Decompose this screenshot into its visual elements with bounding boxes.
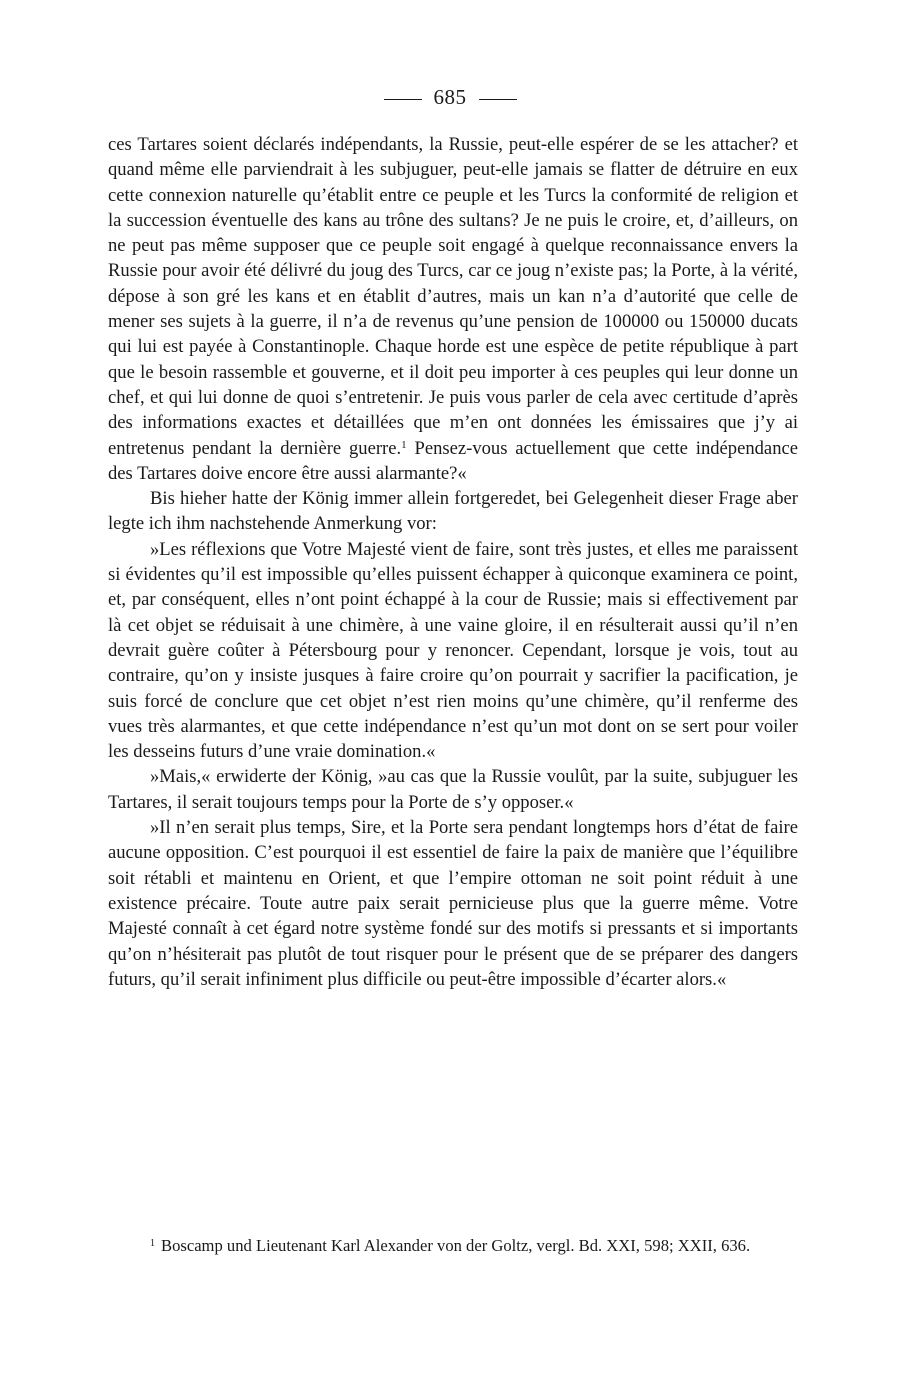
footnote [108,1234,798,1257]
footnote-text: Boscamp und Lieutenant Karl Alexander von der Goltz, vergl. Bd. XXI, 598; XXII, 636. [161,1236,751,1255]
paragraph: »Mais,« erwiderte der König, »au cas que la Russie voulût, par la suite, subjuguer les Tartares, il serait toujours temps pour la Porte de s’y opposer.« [108,766,798,813]
body-text [108,132,798,992]
paragraph: Bis hieher hatte der König immer allein fortgeredet, bei Gelegenheit dieser Frage aber legte ich ihm nachstehende Anmerkung vor: [108,488,798,535]
footnote-reference: 1 [401,438,407,451]
paragraph-text: ces Tartares soient déclarés indépendants, la Russie, peut-elle espérer de se les attacher? et quand même elle parviendrait à les subjuguer, peut-elle jamais se flatter de détruire en eux cette connexion naturelle qu’établit entre ce peuple et les Turcs la conformité de religion et la succession éventuelle des kans au trône des sultans? Je ne puis le croire, et, d’ailleurs, on ne peut pas même supposer que ce peuple soit engagé à quelque reconnaissance envers la Russie pour avoir été délivré du joug des Turcs, car ce joug n’existe pas; la Porte, à la vérité, dépose à son gré les kans et en établit d’autres, mais un kan n’a d’autorité que celle de mener ses sujets à la guerre, il n’a de revenus qu’une pension de 100000 ou 150000 ducats qui lui est payée à Constantinople. Chaque horde est une espèce de petite république à part que le besoin rassemble et gouverne, et il doit peu importer à ces peuples qui leur donne un chef, et qui lui donne de quoi s’entretenir. Je puis vous parler de cela avec certitude d’après des informations exactes et détaillées que m’en ont données les émissaires que j’y ai entretenus pendant la dernière guerre. [108,134,798,459]
paragraph-text-continued: Pensez-vous actuellement que cette indépendance des Tartares doive encore être aussi alarmante?« [108,437,798,484]
paragraph [108,132,798,486]
page-number: 685 [433,85,467,109]
paragraph: »Les réflexions que Votre Majesté vient de faire, sont très justes, et elles me paraissent si évidentes qu’il est impossible qu’elles puissent échapper à quiconque examinera ce point, et, par conséquent, elles n’ont point échappé à la cour de Russie; mais si effectivement par là cet objet se réduisait à une chimère, à une vaine gloire, il en résulterait aussi qu’il n’en devrait guère coûter à Pétersbourg pour y renoncer. Cependant, lorsque je vois, tout au contraire, qu’on y insiste jusques à faire croire qu’on pourrait y sacrifier la pacification, je suis forcé de conclure que cet objet n’est rien moins qu’une chimère, qu’il renferme des vues très alarmantes, et que cette indépendance n’est qu’un mot dont on se sert pour voiler les desseins futurs d’une vraie domination.« [108,538,798,763]
paragraph: »Il n’en serait plus temps, Sire, et la Porte sera pendant longtemps hors d’état de faire aucune opposition. C’est pourquoi il est essentiel de faire la paix de manière que l’équilibre soit rétabli et maintenu en Orient, et que l’empire ottoman ne soit point réduit à une existence précaire. Toute autre paix serait pernicieuse plus que la guerre même. Votre Majesté connaît à cet égard notre système fondé sur des motifs si pressants et si importants qu’on n’hésiterait pas plutôt de tout risquer pour le présent que de se préparer des dangers futurs, qu’il serait infiniment plus difficile ou peut-être impossible d’écarter alors.« [108,817,798,990]
header-rule-left [384,99,422,100]
header-rule-right [479,99,517,100]
footnote-mark: 1 [150,1238,155,1249]
page-header [0,84,900,110]
